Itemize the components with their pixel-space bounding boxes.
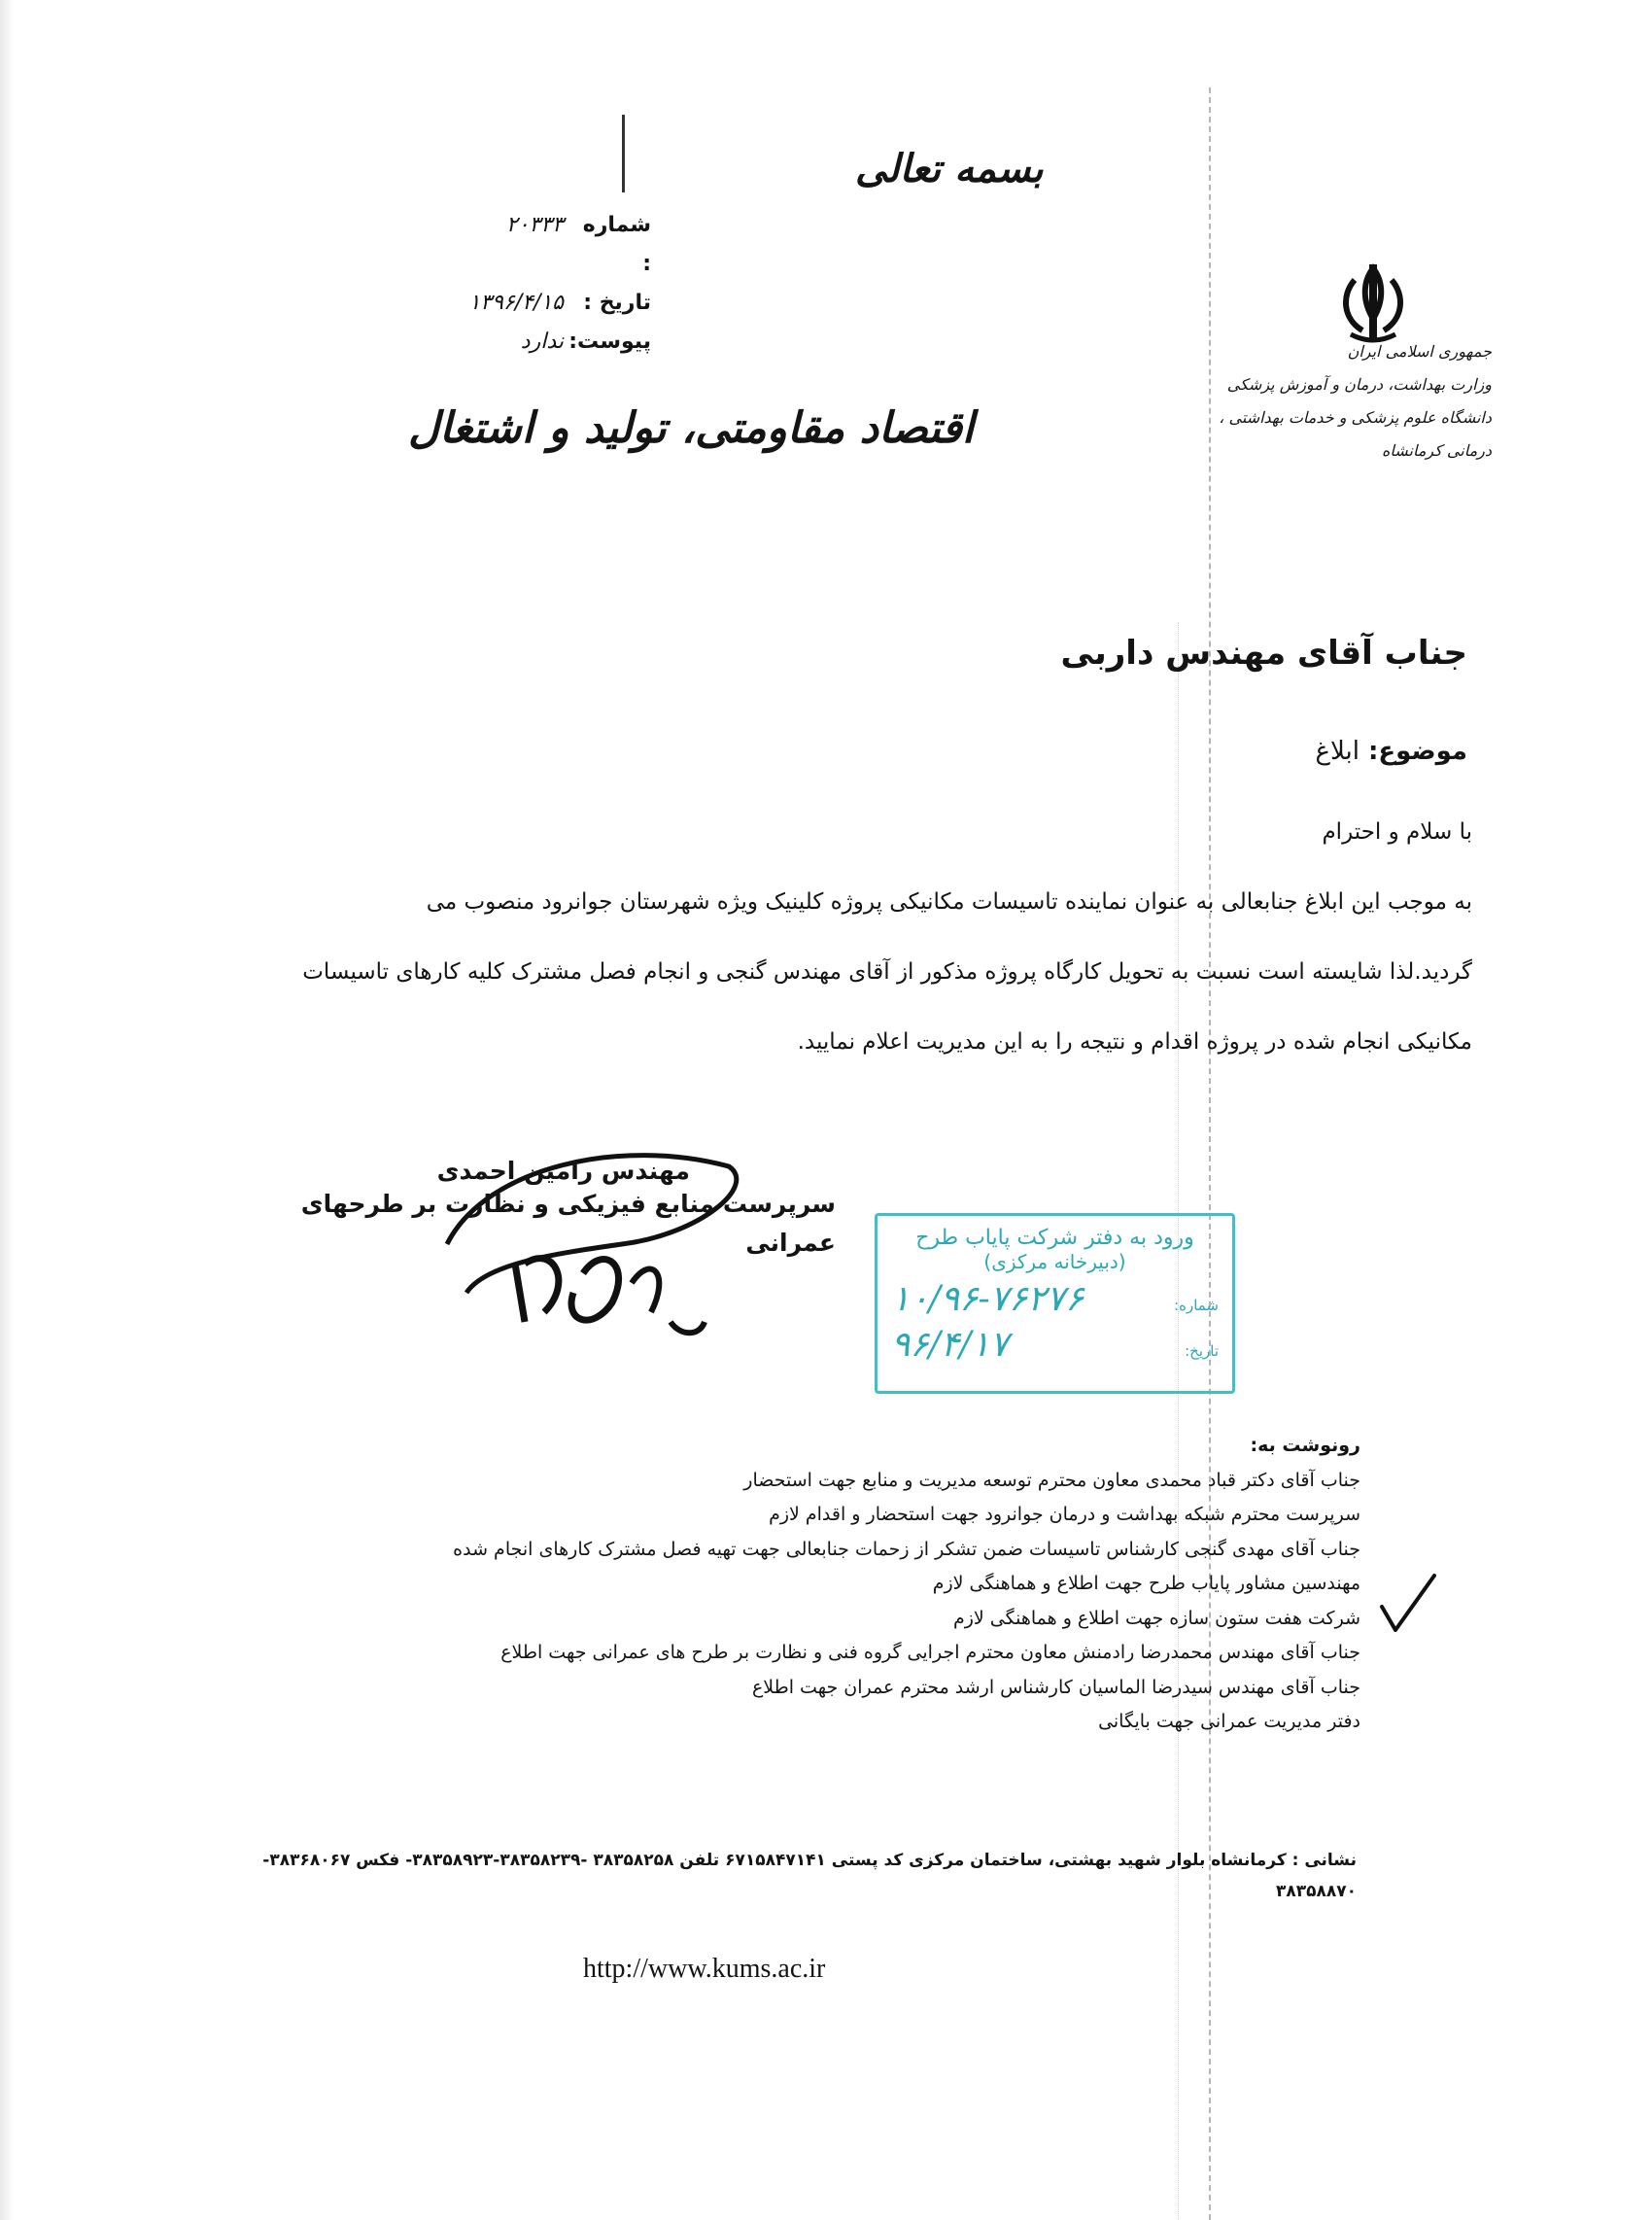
footer-address: نشانی : کرمانشاه بلوار شهید بهشتی، ساختمان مرکزی کد پستی ۶۷۱۵۸۴۷۱۴۱ تلفن ۳۸۳۵۸۲۵۸ -۳۸۳۵۸۲۳۹-۳۸۳۵۸۹۲۳- فکس ۳۸۳۶۸۰۶۷- xyxy=(262,1851,1357,1870)
header-divider xyxy=(622,115,625,192)
subject-value: ابلاغ xyxy=(1315,737,1359,766)
attachment-label: پیوست: xyxy=(568,330,651,354)
cc-item: جناب آقای دکتر قباد محمدی معاون محترم توسعه مدیریت و منابع جهت استحضار xyxy=(743,1469,1360,1491)
organization-block xyxy=(1215,335,1492,468)
footer-address-block xyxy=(190,1845,1357,1907)
cc-item: سرپرست محترم شبکه بهداشت و درمان جوانرود جهت استحضار و اقدام لازم xyxy=(769,1504,1360,1525)
subject xyxy=(1205,737,1467,766)
organization-line-2: وزارت بهداشت، درمان و آموزش پزشکی xyxy=(1226,375,1492,394)
bismillah: بسمه تعالی xyxy=(855,146,1044,191)
letter-body xyxy=(214,797,1472,1077)
stamp-number-value: ۱۰/۹۶-۷۶۲۷۶ xyxy=(891,1279,1084,1319)
checkmark-icon xyxy=(1378,1572,1436,1636)
letter-meta xyxy=(418,206,651,362)
cc-item: شرکت هفت ستون سازه جهت اطلاع و هماهنگی لازم xyxy=(952,1607,1360,1629)
iran-emblem-icon xyxy=(1333,262,1413,346)
addressee: جناب آقای مهندس داربی xyxy=(1060,634,1467,673)
cc-item: جناب آقای مهدی گنجی کارشناس تاسیسات ضمن تشکر از زحمات جنابعالی جهت تهیه فصل مشترک کارهای انجام شده xyxy=(453,1538,1360,1560)
signer-title: سرپرست منابع فیزیکی و نظارت بر طرحهای عمرانی xyxy=(300,1190,836,1257)
footer-phone-cont: ۳۸۳۵۸۸۷۰ xyxy=(1275,1882,1357,1901)
signature-block xyxy=(292,1157,836,1263)
date-value: ۱۳۹۶/۴/۱۵ xyxy=(468,291,564,315)
organization-line-3: دانشگاه علوم پزشکی و خدمات بهداشتی ، درمانی کرمانشاه xyxy=(1219,408,1492,460)
signer-name: مهندس رامین احمدی xyxy=(436,1157,690,1185)
date-label: تاریخ : xyxy=(583,291,651,315)
cc-item: جناب آقای مهندس سیدرضا الماسیان کارشناس ارشد محترم عمران جهت اطلاع xyxy=(751,1676,1360,1698)
slogan: اقتصاد مقاومتی، تولید و اشتغال xyxy=(408,403,975,453)
meta-date-row xyxy=(418,284,651,323)
receipt-stamp xyxy=(875,1213,1235,1394)
stamp-line-1: ورود به دفتر شرکت پایاب طرح xyxy=(915,1226,1194,1250)
number-label: شماره : xyxy=(582,213,651,276)
organization-line-1: جمهوری اسلامی ایران xyxy=(1347,342,1492,361)
cc-list xyxy=(350,1429,1360,1740)
cc-item: جناب آقای مهندس محمدرضا رادمنش معاون محترم اجرایی گروه فنی و نظارت بر طرح های عمرانی جهت اطلاع xyxy=(500,1642,1360,1663)
stamp-date-value: ۹۶/۴/۱۷ xyxy=(891,1325,1009,1365)
subject-label: موضوع: xyxy=(1368,737,1467,766)
cc-item: مهندسین مشاور پایاب طرح جهت اطلاع و هماهنگی لازم xyxy=(932,1573,1360,1594)
meta-number-row xyxy=(418,206,651,284)
stamp-line-2: (دبیرخانه مرکزی) xyxy=(983,1250,1126,1273)
stamp-date-row xyxy=(878,1325,1232,1365)
body-line: مکانیکی انجام شده در پروژه اقدام و نتیجه را به این مدیریت اعلام نمایید. xyxy=(797,1029,1472,1055)
stamp-number-row xyxy=(878,1279,1232,1319)
scan-edge-shadow xyxy=(0,0,14,2220)
number-value: ۲۰۳۳۳ xyxy=(505,213,564,237)
attachment-value: ندارد xyxy=(520,330,564,354)
cc-heading: رونوشت به: xyxy=(1250,1435,1360,1456)
stamp-number-label: شماره: xyxy=(1174,1297,1219,1314)
body-line: گردید.لذا شایسته است نسبت به تحویل کارگاه پروژه مذکور از آقای مهندس گنجی و انجام فصل مشترک کلیه کارهای تاسیسات xyxy=(302,959,1472,985)
website-url: http://www.kums.ac.ir xyxy=(583,1954,826,1984)
stamp-date-label: تاریخ: xyxy=(1185,1342,1219,1360)
meta-attachment-row xyxy=(418,323,651,362)
cc-item: دفتر مدیریت عمرانی جهت بایگانی xyxy=(1098,1711,1360,1732)
body-line-greeting: با سلام و احترام xyxy=(1322,819,1472,845)
body-line: به موجب این ابلاغ جنابعالی به عنوان نماینده تاسیسات مکانیکی پروژه کلینیک ویژه شهرستان جوانرود منصوب می xyxy=(426,889,1472,915)
